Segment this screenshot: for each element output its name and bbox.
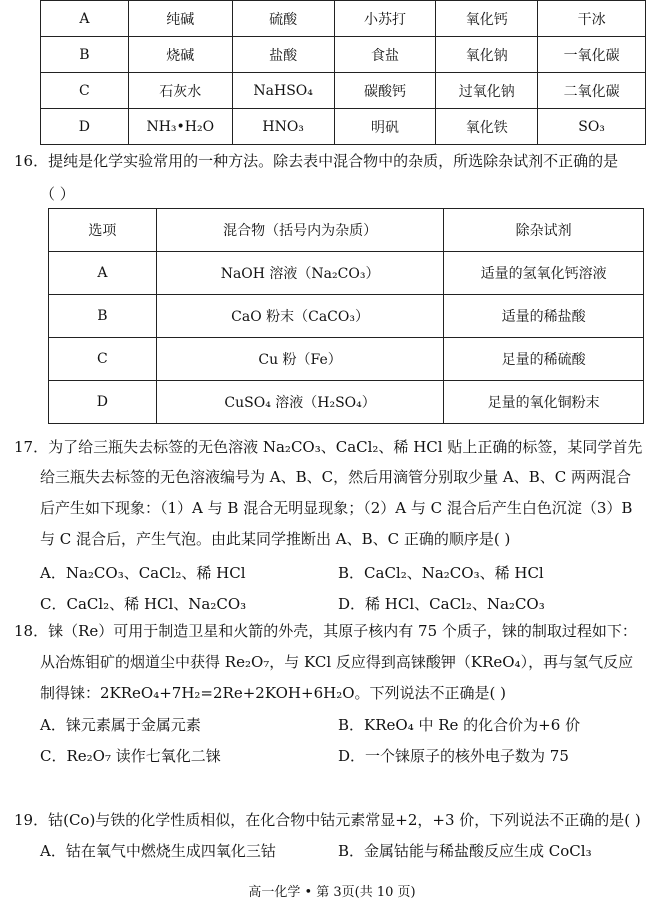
- table-cell: 干冰: [538, 1, 646, 37]
- table-cell: NaOH 溶液（Na₂CO₃）: [156, 252, 444, 295]
- option-b: B．金属钴能与稀盐酸反应生成 CoCl₃: [338, 842, 592, 860]
- table-row: [49, 295, 644, 338]
- table-cell: 过氧化钠: [436, 73, 538, 109]
- question-16-stem: 16．提纯是化学实验常用的一种方法。除去表中混合物中的杂质，所选除杂试剂不正确的是: [14, 152, 619, 170]
- table-cell: 烧碱: [128, 37, 232, 73]
- table-row: [49, 381, 644, 424]
- option-c: C．Re₂O₇ 读作七氧化二铼: [40, 747, 221, 765]
- table-cell: 硫酸: [232, 1, 334, 37]
- table-cell: 一氧化碳: [538, 37, 646, 73]
- option-a: A．Na₂CO₃、CaCl₂、稀 HCl: [40, 564, 246, 582]
- table-row: [41, 73, 646, 109]
- page-footer: 高一化学 • 第 3页(共 10 页): [248, 885, 416, 900]
- table-cell: 小苏打: [334, 1, 436, 37]
- table-cell: 足量的稀硫酸: [444, 338, 644, 381]
- table-cell: 氧化铁: [436, 109, 538, 145]
- table-cell: 氧化钙: [436, 1, 538, 37]
- table-cell: D: [49, 381, 157, 424]
- table-cell: 足量的氧化铜粉末: [444, 381, 644, 424]
- table-cell: 适量的稀盐酸: [444, 295, 644, 338]
- option-a: A．钴在氧气中燃烧生成四氧化三钴: [40, 842, 276, 860]
- table-cell: 氧化钠: [436, 37, 538, 73]
- table-cell: Cu 粉（Fe）: [156, 338, 444, 381]
- table-cell: 纯碱: [128, 1, 232, 37]
- question-17-line-1: 17．为了给三瓶失去标签的无色溶液 Na₂CO₃、CaCl₂、稀 HCl 贴上正确的标签，某同学首先: [14, 438, 643, 456]
- table-cell: A: [41, 1, 129, 37]
- option-d: D．稀 HCl、CaCl₂、Na₂CO₃: [338, 595, 545, 613]
- answer-blank: （ ）: [40, 185, 75, 203]
- table-cell: NH₃•H₂O: [128, 109, 232, 145]
- table-cell: 明矾: [334, 109, 436, 145]
- column-header: 选项: [49, 209, 157, 252]
- table-cell: NaHSO₄: [232, 73, 334, 109]
- question-18-line-2: 从冶炼钼矿的烟道尘中获得 Re₂O₇，与 KCl 反应得到高铼酸钾（KReO₄），再与氢气反应: [40, 653, 634, 671]
- column-header: 除杂试剂: [444, 209, 644, 252]
- table-cell: A: [49, 252, 157, 295]
- table-row: [41, 1, 646, 37]
- table-cell: C: [49, 338, 157, 381]
- table-cell: 适量的氢氧化钙溶液: [444, 252, 644, 295]
- question-17-line-3: 后产生如下现象：（1）A 与 B 混合无明显现象；（2）A 与 C 混合后产生白色沉淀（3）B: [40, 499, 633, 517]
- table-row: [41, 37, 646, 73]
- table-cell: 盐酸: [232, 37, 334, 73]
- option-b: B．CaCl₂、Na₂CO₃、稀 HCl: [338, 564, 544, 582]
- option-c: C．CaCl₂、稀 HCl、Na₂CO₃: [40, 595, 247, 613]
- table-cell: CaO 粉末（CaCO₃）: [156, 295, 444, 338]
- table-cell: 食盐: [334, 37, 436, 73]
- table-header-row: [49, 209, 644, 252]
- purification-table: [48, 208, 644, 424]
- question-18-line-3: 制得铼：2KReO₄+7H₂=2Re+2KOH+6H₂O。下列说法不正确是( ): [40, 684, 506, 702]
- table-cell: 二氧化碳: [538, 73, 646, 109]
- column-header: 混合物（括号内为杂质）: [156, 209, 444, 252]
- table-cell: B: [41, 37, 129, 73]
- option-d: D．一个铼原子的核外电子数为 75: [338, 747, 569, 765]
- options-table-top: [40, 0, 646, 145]
- table-row: [49, 338, 644, 381]
- table-cell: SO₃: [538, 109, 646, 145]
- question-17-line-2: 给三瓶失去标签的无色溶液编号为 A、B、C，然后用滴管分别取少量 A、B、C 两两混合: [40, 468, 631, 486]
- table-row: [49, 252, 644, 295]
- table-cell: 石灰水: [128, 73, 232, 109]
- option-b: B．KReO₄ 中 Re 的化合价为+6 价: [338, 716, 581, 734]
- table-cell: 碳酸钙: [334, 73, 436, 109]
- question-18-line-1: 18．铼（Re）可用于制造卫星和火箭的外壳，其原子核内有 75 个质子，铼的制取过程如下：: [14, 622, 637, 640]
- table-cell: CuSO₄ 溶液（H₂SO₄）: [156, 381, 444, 424]
- option-a: A．铼元素属于金属元素: [40, 716, 201, 734]
- table-cell: HNO₃: [232, 109, 334, 145]
- question-17-line-4: 与 C 混合后，产生气泡。由此某同学推断出 A、B、C 正确的顺序是( ): [40, 530, 511, 548]
- question-19-stem: 19．钴(Co)与铁的化学性质相似，在化合物中钴元素常显+2，+3 价，下列说法不正确的是( ): [14, 811, 641, 829]
- table-cell: C: [41, 73, 129, 109]
- table-cell: B: [49, 295, 157, 338]
- table-cell: D: [41, 109, 129, 145]
- table-row: [41, 109, 646, 145]
